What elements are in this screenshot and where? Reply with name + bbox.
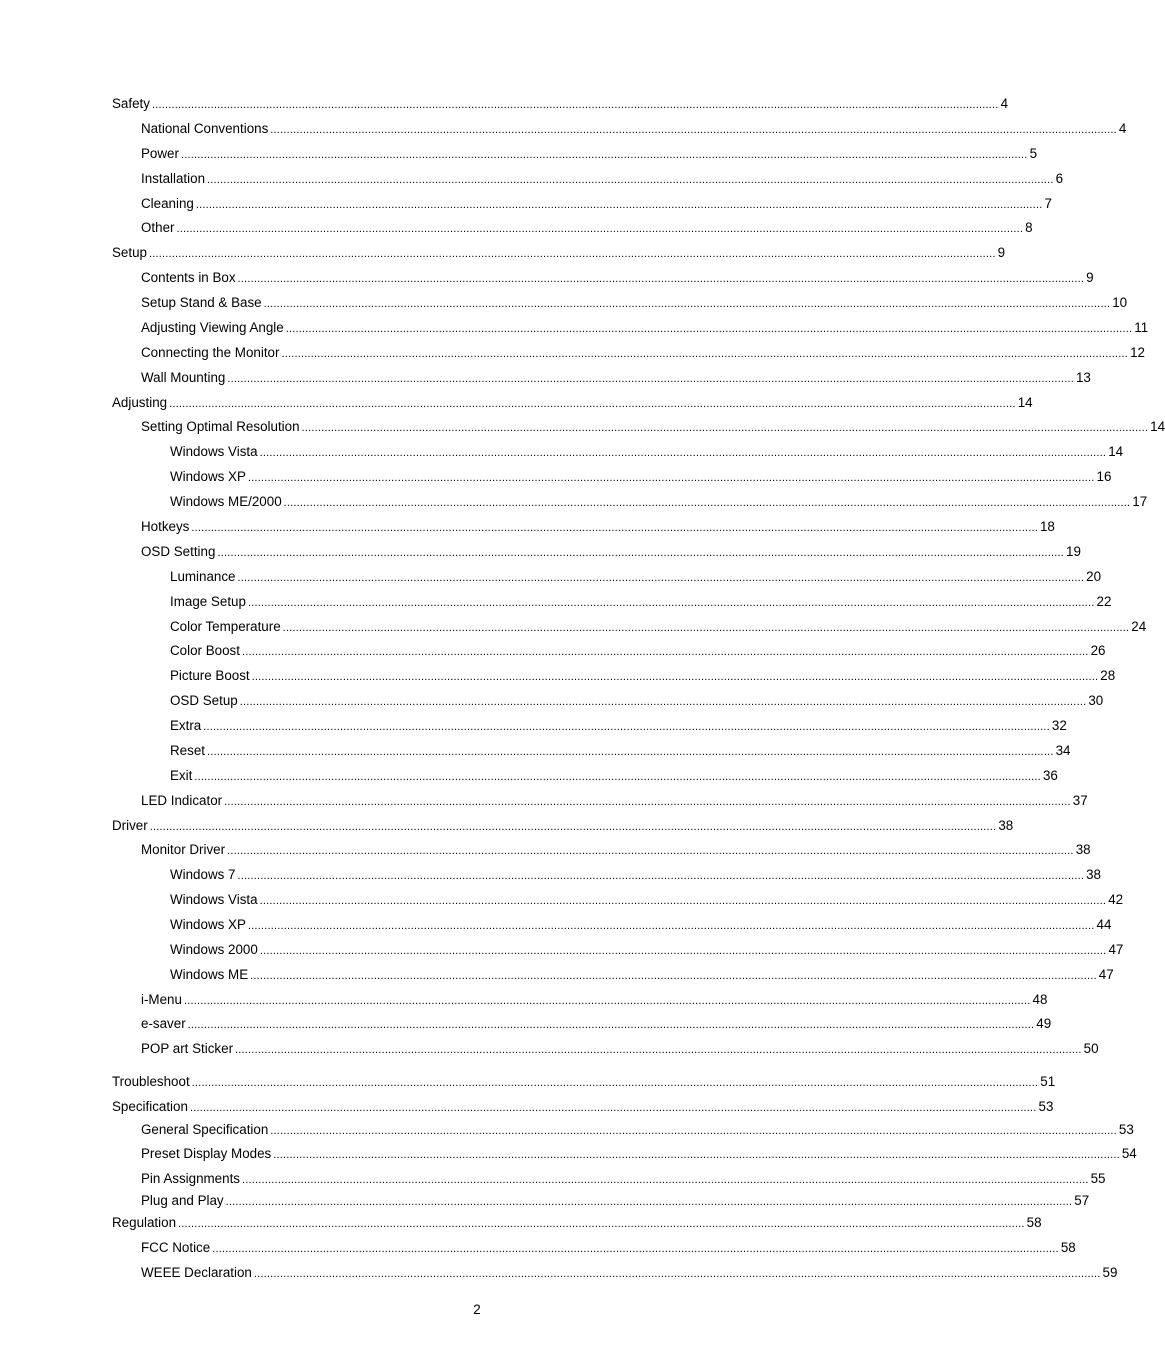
toc-entry-page: 24 xyxy=(1131,619,1147,634)
toc-entry-page: 17 xyxy=(1132,494,1148,509)
toc-dot-leader: .................................................................................................................................................................................................................................................................... xyxy=(178,1218,1025,1230)
toc-entry xyxy=(141,219,1033,237)
toc-entry xyxy=(141,319,1149,337)
toc-entry-title: Adjusting Viewing Angle xyxy=(141,320,284,335)
toc-dot-leader: .................................................................................................................................................................................................................................................................... xyxy=(225,1196,1073,1208)
toc-entry-page: 32 xyxy=(1051,718,1067,733)
toc-entry-page: 11 xyxy=(1134,320,1149,335)
toc-dot-leader: .................................................................................................................................................................................................................................................................... xyxy=(273,1149,1120,1161)
toc-dot-leader: .................................................................................................................................................................................................................................................................... xyxy=(227,845,1074,857)
toc-entry xyxy=(112,1098,1054,1116)
toc-entry-page: 37 xyxy=(1072,793,1088,808)
toc-entry-title: Image Setup xyxy=(170,594,246,609)
toc-entry-title: Luminance xyxy=(170,569,236,584)
toc-dot-leader: .................................................................................................................................................................................................................................................................... xyxy=(191,522,1038,534)
toc-entry-page: 38 xyxy=(998,818,1014,833)
toc-entry xyxy=(170,468,1112,486)
toc-entry-page: 53 xyxy=(1038,1099,1054,1114)
toc-entry-title: Extra xyxy=(170,718,202,733)
toc-entry-page: 36 xyxy=(1042,768,1058,783)
toc-entry xyxy=(141,418,1165,436)
toc-entry xyxy=(170,618,1147,636)
toc-entry-page: 59 xyxy=(1102,1265,1118,1280)
toc-dot-leader: .................................................................................................................................................................................................................................................................... xyxy=(282,622,1130,634)
toc-entry-page: 50 xyxy=(1083,1041,1099,1056)
toc-entry xyxy=(170,692,1104,710)
toc-dot-leader: .................................................................................................................................................................................................................................................................... xyxy=(169,398,1016,410)
toc-dot-leader: .................................................................................................................................................................................................................................................................... xyxy=(206,746,1054,758)
toc-entry-page: 47 xyxy=(1108,942,1124,957)
toc-entry xyxy=(141,269,1094,287)
toc-entry-title: Picture Boost xyxy=(170,668,250,683)
toc-entry-page: 5 xyxy=(1029,146,1038,161)
toc-entry xyxy=(112,1073,1056,1091)
toc-entry-page: 53 xyxy=(1118,1122,1134,1137)
toc-dot-leader: .................................................................................................................................................................................................................................................................... xyxy=(224,796,1071,808)
toc-dot-leader: .................................................................................................................................................................................................................................................................... xyxy=(259,895,1107,907)
toc-entry xyxy=(170,568,1102,586)
toc-entry xyxy=(170,742,1071,760)
toc-entry-title: Regulation xyxy=(112,1215,177,1230)
toc-entry-title: Setup xyxy=(112,245,147,260)
toc-dot-leader: .................................................................................................................................................................................................................................................................... xyxy=(239,696,1087,708)
toc-entry-page: 4 xyxy=(1000,96,1009,111)
toc-entry xyxy=(112,394,1033,412)
toc-entry-page: 47 xyxy=(1098,967,1114,982)
toc-dot-leader: .................................................................................................................................................................................................................................................................... xyxy=(281,348,1129,360)
toc-entry-page: 57 xyxy=(1074,1193,1090,1208)
toc-entry-title: Pin Assignments xyxy=(141,1171,240,1186)
toc-entry-title: Safety xyxy=(112,96,150,111)
toc-entry-title: Windows Vista xyxy=(170,892,258,907)
toc-entry-title: POP art Sticker xyxy=(141,1041,234,1056)
toc-entry-title: Setup Stand & Base xyxy=(141,295,262,310)
toc-entry xyxy=(141,170,1064,188)
toc-dot-leader: .................................................................................................................................................................................................................................................................... xyxy=(176,223,1024,235)
toc-entry xyxy=(170,443,1124,461)
toc-entry-page: 14 xyxy=(1017,395,1033,410)
toc-entry xyxy=(170,717,1067,735)
toc-dot-leader: .................................................................................................................................................................................................................................................................... xyxy=(263,298,1111,310)
toc-dot-leader: .................................................................................................................................................................................................................................................................... xyxy=(191,1077,1039,1089)
toc-entry-title: Troubleshoot xyxy=(112,1074,190,1089)
toc-dot-leader: .................................................................................................................................................................................................................................................................... xyxy=(187,1019,1035,1031)
toc-entry-title: Windows XP xyxy=(170,917,246,932)
toc-entry-page: 14 xyxy=(1150,419,1165,434)
toc-dot-leader: .................................................................................................................................................................................................................................................................... xyxy=(270,124,1117,136)
toc-entry-title: OSD Setup xyxy=(170,693,238,708)
toc-entry-page: 7 xyxy=(1044,196,1052,211)
toc-entry-title: Windows ME xyxy=(170,967,249,982)
toc-entry-page: 30 xyxy=(1088,693,1104,708)
toc-dot-leader: .................................................................................................................................................................................................................................................................... xyxy=(180,149,1028,161)
toc-entry-title: Preset Display Modes xyxy=(141,1146,272,1161)
toc-entry xyxy=(170,866,1102,884)
toc-dot-leader: .................................................................................................................................................................................................................................................................... xyxy=(283,497,1131,509)
toc-entry-title: Connecting the Monitor xyxy=(141,345,280,360)
toc-entry-title: Specification xyxy=(112,1099,188,1114)
toc-entry-page: 44 xyxy=(1096,917,1112,932)
toc-entry-title: Windows 7 xyxy=(170,867,236,882)
toc-entry xyxy=(112,95,1009,113)
toc-dot-leader: .................................................................................................................................................................................................................................................................... xyxy=(259,447,1107,459)
toc-entry xyxy=(141,1015,1052,1033)
toc-entry-page: 55 xyxy=(1090,1171,1106,1186)
toc-dot-leader: .................................................................................................................................................................................................................................................................... xyxy=(203,721,1050,733)
page-number: 2 xyxy=(473,1302,481,1317)
toc-entry xyxy=(141,841,1091,859)
toc-entry xyxy=(141,543,1081,561)
toc-entry-page: 9 xyxy=(1086,270,1094,285)
toc-dot-leader: .................................................................................................................................................................................................................................................................... xyxy=(227,373,1074,385)
toc-entry-title: Driver xyxy=(112,818,148,833)
toc-dot-leader: .................................................................................................................................................................................................................................................................... xyxy=(270,1125,1117,1137)
toc-entry-title: Reset xyxy=(170,743,205,758)
toc-entry xyxy=(141,1239,1076,1257)
toc-dot-leader: .................................................................................................................................................................................................................................................................... xyxy=(183,995,1031,1007)
toc-entry-title: Windows ME/2000 xyxy=(170,494,282,509)
toc-entry-title: Installation xyxy=(141,171,206,186)
toc-entry-page: 20 xyxy=(1086,569,1102,584)
toc-entry xyxy=(170,767,1058,785)
toc-dot-leader: .................................................................................................................................................................................................................................................................... xyxy=(189,1102,1037,1114)
toc-entry-title: Adjusting xyxy=(112,395,168,410)
toc-entry-page: 34 xyxy=(1055,743,1071,758)
toc-entry xyxy=(170,493,1148,511)
toc-dot-leader: .................................................................................................................................................................................................................................................................... xyxy=(237,273,1085,285)
toc-entry-title: General Specification xyxy=(141,1122,269,1137)
toc-dot-leader: .................................................................................................................................................................................................................................................................... xyxy=(195,199,1043,211)
toc-entry-title: FCC Notice xyxy=(141,1240,211,1255)
toc-entry-title: Setting Optimal Resolution xyxy=(141,419,300,434)
toc-dot-leader: .................................................................................................................................................................................................................................................................... xyxy=(301,422,1149,434)
toc-entry xyxy=(141,1192,1090,1210)
toc-entry-title: Cleaning xyxy=(141,196,194,211)
toc-entry-title: Other xyxy=(141,220,175,235)
toc-entry xyxy=(141,1170,1106,1188)
toc-entry xyxy=(141,120,1127,138)
toc-entry xyxy=(112,1214,1042,1232)
toc-dot-leader: .................................................................................................................................................................................................................................................................... xyxy=(149,248,996,260)
toc-entry-title: i-Menu xyxy=(141,992,182,1007)
toc-entry xyxy=(141,294,1128,312)
toc-entry xyxy=(141,1121,1134,1139)
toc-entry-page: 6 xyxy=(1055,171,1064,186)
toc-entry-page: 54 xyxy=(1121,1146,1137,1161)
toc-entry-title: Color Temperature xyxy=(170,619,281,634)
toc-dot-leader: .................................................................................................................................................................................................................................................................... xyxy=(259,945,1107,957)
toc-dot-leader: .................................................................................................................................................................................................................................................................... xyxy=(247,472,1095,484)
toc-entry xyxy=(170,941,1124,959)
toc-entry xyxy=(141,518,1055,536)
toc-entry-page: 18 xyxy=(1039,519,1055,534)
toc-entry-title: Wall Mounting xyxy=(141,370,226,385)
toc-entry-title: Plug and Play xyxy=(141,1193,224,1208)
toc-entry-page: 13 xyxy=(1075,370,1091,385)
toc-entry-title: Color Boost xyxy=(170,643,240,658)
toc-entry-page: 9 xyxy=(997,245,1006,260)
toc-dot-leader: .................................................................................................................................................................................................................................................................... xyxy=(241,646,1089,658)
toc-entry-page: 12 xyxy=(1130,345,1145,360)
toc-entry-title: Windows XP xyxy=(170,469,246,484)
toc-entry-title: Exit xyxy=(170,768,193,783)
toc-entry-page: 4 xyxy=(1118,121,1127,136)
toc-entry xyxy=(141,1040,1099,1058)
toc-entry-title: Power xyxy=(141,146,179,161)
toc-entry xyxy=(141,792,1088,810)
toc-entry-page: 8 xyxy=(1025,220,1033,235)
toc-dot-leader: .................................................................................................................................................................................................................................................................... xyxy=(285,323,1133,335)
toc-entry-page: 49 xyxy=(1036,1016,1052,1031)
toc-entry-page: 58 xyxy=(1026,1215,1042,1230)
toc-entry-page: 58 xyxy=(1060,1240,1076,1255)
toc-entry-title: e-saver xyxy=(141,1016,186,1031)
toc-entry xyxy=(141,369,1091,387)
toc-dot-leader: .................................................................................................................................................................................................................................................................... xyxy=(237,572,1085,584)
toc-entry-title: Monitor Driver xyxy=(141,842,226,857)
toc-entry xyxy=(141,344,1145,362)
toc-entry-page: 22 xyxy=(1096,594,1112,609)
toc-dot-leader: .................................................................................................................................................................................................................................................................... xyxy=(194,771,1041,783)
toc-entry xyxy=(170,916,1112,934)
toc-dot-leader: .................................................................................................................................................................................................................................................................... xyxy=(247,920,1095,932)
toc-entry xyxy=(112,244,1006,262)
toc-dot-leader: .................................................................................................................................................................................................................................................................... xyxy=(251,671,1099,683)
toc-entry-title: OSD Setting xyxy=(141,544,216,559)
toc-dot-leader: .................................................................................................................................................................................................................................................................... xyxy=(207,174,1054,186)
toc-entry-title: Hotkeys xyxy=(141,519,190,534)
toc-entry-title: Windows Vista xyxy=(170,444,258,459)
toc-dot-leader: .................................................................................................................................................................................................................................................................... xyxy=(217,547,1065,559)
toc-dot-leader: .................................................................................................................................................................................................................................................................... xyxy=(247,597,1095,609)
toc-entry xyxy=(170,642,1106,660)
toc-entry-title: WEEE Declaration xyxy=(141,1265,252,1280)
toc-entry xyxy=(112,817,1014,835)
toc-entry-page: 19 xyxy=(1066,544,1081,559)
toc-entry-page: 28 xyxy=(1100,668,1116,683)
toc-entry-page: 16 xyxy=(1096,469,1112,484)
toc-entry-page: 51 xyxy=(1040,1074,1056,1089)
toc-entry-page: 38 xyxy=(1075,842,1091,857)
toc-entry xyxy=(141,195,1052,213)
toc-entry-page: 10 xyxy=(1112,295,1128,310)
toc-dot-leader: .................................................................................................................................................................................................................................................................... xyxy=(237,870,1085,882)
toc-entry xyxy=(141,145,1038,163)
toc-dot-leader: .................................................................................................................................................................................................................................................................... xyxy=(235,1044,1082,1056)
toc-entry-page: 48 xyxy=(1032,992,1048,1007)
toc-dot-leader: .................................................................................................................................................................................................................................................................... xyxy=(149,821,997,833)
toc-entry xyxy=(141,991,1048,1009)
toc-entry-page: 42 xyxy=(1108,892,1124,907)
toc-entry-page: 38 xyxy=(1086,867,1102,882)
toc-entry xyxy=(170,667,1116,685)
toc-entry-title: Contents in Box xyxy=(141,270,236,285)
toc-entry xyxy=(170,966,1114,984)
toc-entry-page: 26 xyxy=(1090,643,1106,658)
toc-entry xyxy=(170,891,1124,909)
toc-entry xyxy=(141,1145,1137,1163)
toc-dot-leader: .................................................................................................................................................................................................................................................................... xyxy=(151,99,999,111)
toc-entry-title: Windows 2000 xyxy=(170,942,258,957)
toc-dot-leader: .................................................................................................................................................................................................................................................................... xyxy=(212,1243,1059,1255)
toc-dot-leader: .................................................................................................................................................................................................................................................................... xyxy=(242,1174,1089,1186)
toc-entry xyxy=(141,1264,1118,1282)
toc-entry xyxy=(170,593,1112,611)
toc-entry-title: LED Indicator xyxy=(141,793,223,808)
toc-dot-leader: .................................................................................................................................................................................................................................................................... xyxy=(250,970,1097,982)
toc-entry-title: National Conventions xyxy=(141,121,269,136)
toc-entry-page: 14 xyxy=(1108,444,1124,459)
toc-dot-leader: .................................................................................................................................................................................................................................................................... xyxy=(253,1268,1101,1280)
